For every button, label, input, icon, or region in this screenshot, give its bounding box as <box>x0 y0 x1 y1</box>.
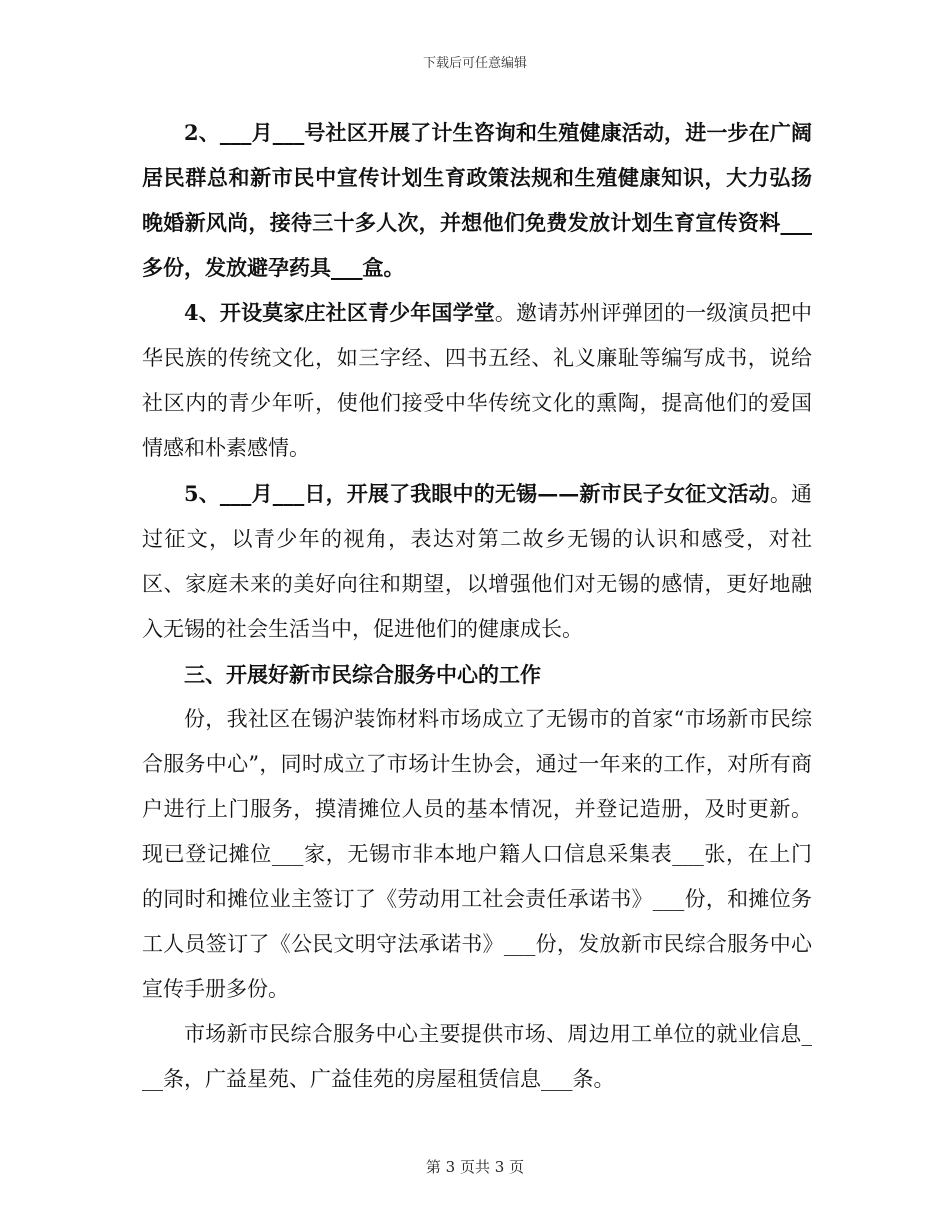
paragraph-item-2 <box>142 110 812 290</box>
paragraph-text: 2、___月___号社区开展了计生咨询和生殖健康活动，进一步在广阔居民群总和新市民中宣传计划生育政策法规和生殖健康知识，大力弘扬晚婚新风尚，接待三十多人次，并想他们免费发放计划生育宣传资料___多份，发放避孕药具___盒。 <box>142 120 812 280</box>
paragraph-item-5 <box>142 471 812 652</box>
paragraph-text: 份，我社区在锡沪装饰材料市场成立了无锡市的首家“市场新市民综合服务中心”，同时成立了市场计生协会，通过一年来的工作，对所有商户进行上门服务，摸清摊位人员的基本情况，并登记造册，及时更新。现已登记摊位___家，无锡市非本地户籍人口信息采集表___张，在上门的同时和摊位业主签订了《劳动用工社会责任承诺书》___份，和摊位务工人员签订了《公民文明守法承诺书》___份，发放新市民综合服务中心宣传手册多份。 <box>142 707 812 1001</box>
paragraph-service-info <box>142 1012 812 1102</box>
paragraph-text: 市场新市民综合服务中心主要提供市场、周边用工单位的就业信息___条，广益星苑、广益佳苑的房屋租赁信息___条。 <box>142 1022 812 1091</box>
section-heading-3 <box>142 652 812 697</box>
paragraph-item-4 <box>142 290 812 471</box>
section-heading-text: 三、开展好新市民综合服务中心的工作 <box>184 662 541 687</box>
document-body <box>142 110 812 1102</box>
paragraph-lead: 5、___月___日，开展了我眼中的无锡——新市民子女征文活动 <box>184 481 770 506</box>
paragraph-text: 。邀请苏州评弹团的一级演员把中华民族的传统文化，如三字经、四书五经、礼义廉耻等编写成书，说给社区内的青少年听，使他们接受中华传统文化的熏陶，提高他们的爱国情感和朴素感情。 <box>142 301 812 460</box>
page-footer: 第 3 页共 3 页 <box>425 1158 525 1176</box>
paragraph-lead: 4、开设莫家庄社区青少年国学堂 <box>184 300 495 325</box>
paragraph-text: 。通过征文，以青少年的视角，表达对第二故乡无锡的认识和感受，对社区、家庭未来的美好向往和期望，以增强他们对无锡的感情，更好地融入无锡的社会生活当中，促进他们的健康成长。 <box>142 482 812 641</box>
paragraph-service-center <box>142 697 812 1012</box>
page-header: 下载后可任意编辑 <box>422 56 527 71</box>
